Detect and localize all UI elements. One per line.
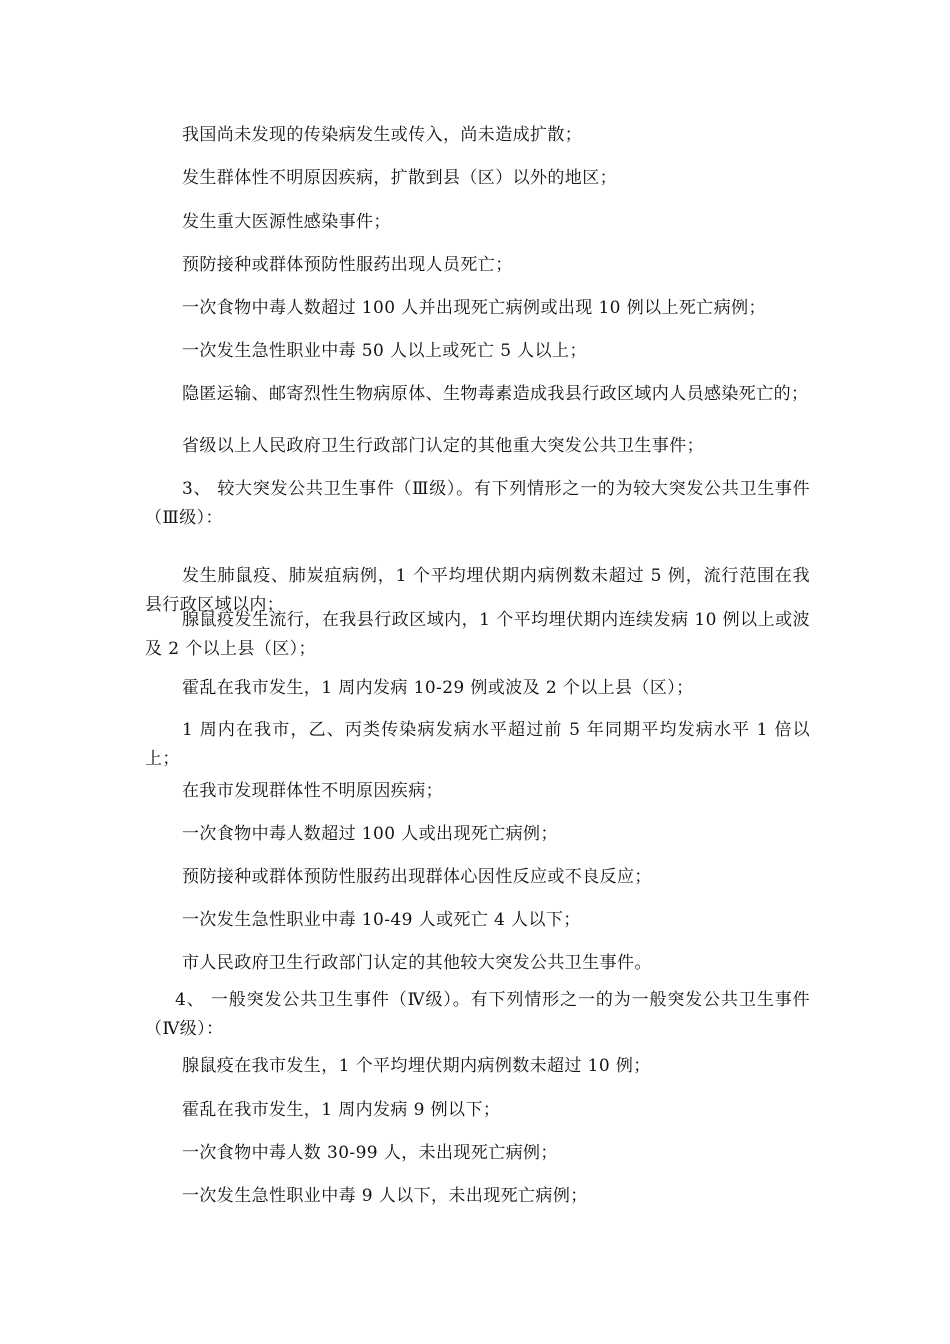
paragraph: 省级以上人民政府卫生行政部门认定的其他重大突发公共卫生事件； — [182, 436, 704, 456]
paragraph: 一次食物中毒人数超过 100 人或出现死亡病例； — [182, 824, 558, 844]
paragraph: 一次食物中毒人数 30-99 人，未出现死亡病例； — [182, 1143, 558, 1163]
paragraph: 一次发生急性职业中毒 10-49 人或死亡 4 人以下； — [182, 910, 581, 930]
paragraph: 预防接种或群体预防性服药出现群体心因性反应或不良反应； — [182, 867, 652, 887]
paragraph: 一次发生急性职业中毒 50 人以上或死亡 5 人以上； — [182, 341, 587, 361]
paragraph: 隐匿运输、邮寄烈性生物病原体、生物毒素造成我县行政区域内人员感染死亡的； — [182, 384, 809, 404]
paragraph: 一次食物中毒人数超过 100 人并出现死亡病例或出现 10 例以上死亡病例； — [182, 298, 766, 318]
paragraph: 霍乱在我市发生，1 周内发病 10-29 例或波及 2 个以上县（区）； — [182, 678, 694, 698]
paragraph: 1 周内在我市，乙、丙类传染病发病水平超过前 5 年同期平均发病水平 1 倍以上； — [145, 720, 810, 769]
paragraph: 腺鼠疫在我市发生，1 个平均埋伏期内病例数未超过 10 例； — [182, 1056, 651, 1076]
paragraph: 我国尚未发现的传染病发生或传入，尚未造成扩散； — [182, 125, 583, 145]
paragraph: 发生肺鼠疫、肺炭疽病例，1 个平均埋伏期内病例数未超过 5 例，流行范围在我县行政区域以内； — [145, 566, 810, 615]
paragraph: 霍乱在我市发生，1 周内发病 9 例以下； — [182, 1100, 501, 1120]
paragraph: 发生群体性不明原因疾病，扩散到县（区）以外的地区； — [182, 168, 617, 188]
paragraph: 市人民政府卫生行政部门认定的其他较大突发公共卫生事件。 — [182, 953, 652, 973]
paragraph: 预防接种或群体预防性服药出现人员死亡； — [182, 255, 513, 275]
section-heading-level-4: 4、 一般突发公共卫生事件（Ⅳ级）。有下列情形之一的为一般突发公共卫生事件（Ⅳ级）： — [145, 990, 810, 1039]
paragraph: 在我市发现群体性不明原因疾病； — [182, 781, 443, 801]
paragraph: 一次发生急性职业中毒 9 人以下，未出现死亡病例； — [182, 1186, 588, 1206]
paragraph: 发生重大医源性感染事件； — [182, 212, 391, 232]
paragraph: 腺鼠疫发生流行，在我县行政区域内，1 个平均埋伏期内连续发病 10 例以上或波及 2 个以上县（区）； — [145, 610, 810, 659]
section-heading-level-3: 3、 较大突发公共卫生事件（Ⅲ级）。有下列情形之一的为较大突发公共卫生事件（Ⅲ级）： — [145, 479, 810, 528]
